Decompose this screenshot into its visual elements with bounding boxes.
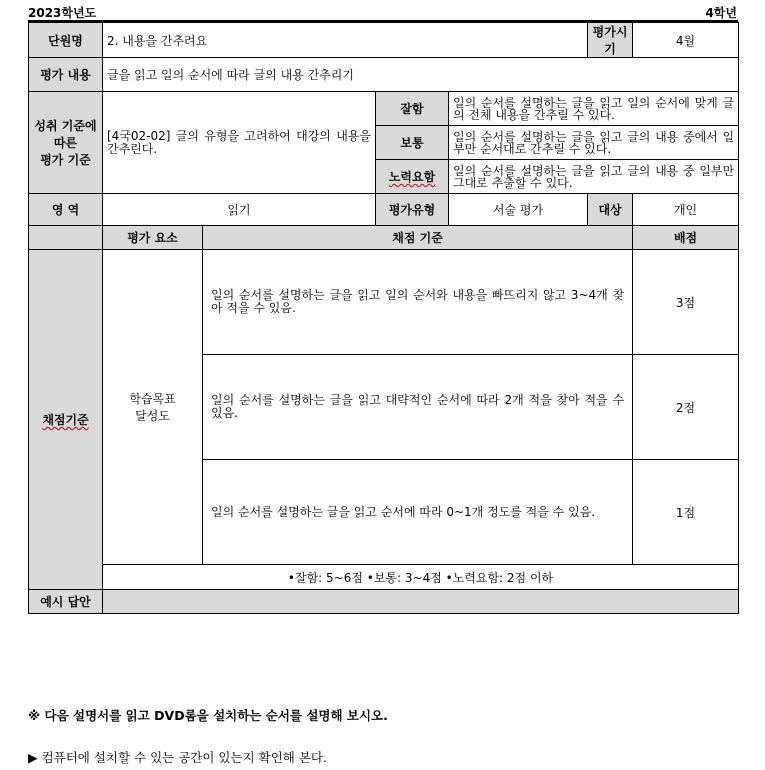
criteria-row-2: 일의 순서를 설명하는 글을 읽고 대략적인 순서에 따라 2개 적을 찾아 적을 수 있음. <box>203 355 633 460</box>
level-effort <box>376 160 449 194</box>
standard-label-line1: 성취 기준에 <box>34 119 97 133</box>
unit-value: 2. 내용을 간추려요 <box>103 23 588 58</box>
step-1-text: ▶ 컴퓨터에 설치할 수 있는 공간이 있는지 확인해 본다. <box>28 750 327 765</box>
type-label: 평가유형 <box>376 194 449 226</box>
element-header: 평가 요소 <box>103 226 203 250</box>
evaluation-table <box>28 22 739 614</box>
target-label: 대상 <box>588 194 633 226</box>
example-label: 예시 답안 <box>29 590 103 614</box>
target-value: 개인 <box>633 194 739 226</box>
content-label: 평가 내용 <box>29 58 103 92</box>
type-value: 서술 평가 <box>449 194 588 226</box>
unit-label: 단원명 <box>29 23 103 58</box>
area-label: 영 역 <box>29 194 103 226</box>
scoring-label-text: 채점기준 <box>42 413 89 427</box>
scoring-summary: •잘함: 5~6점 •보통: 3~4점 •노력요함: 2점 이하 <box>103 565 739 590</box>
level-normal-desc: 일의 순서를 설명하는 글을 읽고 글의 내용 중에서 일부만 순서대로 간추릴 수 있다. <box>449 126 739 160</box>
school-year: 2023학년도 <box>28 6 97 20</box>
points-row-2: 2점 <box>633 355 739 460</box>
standard-text: [4국02-02] 글의 유형을 고려하여 대강의 내용을 간추린다. <box>103 92 376 194</box>
scoring-label <box>29 250 103 590</box>
level-effort-desc: 일의 순서를 설명하는 글을 읽고 글의 내용 중 일부만 그대로 추출할 수 있다. <box>449 160 739 194</box>
area-value: 읽기 <box>103 194 376 226</box>
grade-label: 4학년 <box>705 6 737 20</box>
question-text: ※ 다음 설명서를 읽고 DVD롬을 설치하는 순서를 설명해 보시오. <box>28 708 388 723</box>
level-excellent: 잘함 <box>376 92 449 126</box>
level-normal: 보통 <box>376 126 449 160</box>
level-excellent-desc: 일의 순서를 설명하는 글을 읽고 일의 순서에 맞게 글의 전체 내용을 간추릴 수 있다. <box>449 92 739 126</box>
example-bar <box>103 590 739 614</box>
criteria-row-3: 일의 순서를 설명하는 글을 읽고 순서에 따라 0~1개 정도를 적을 수 있음. <box>203 460 633 565</box>
content-value: 글을 읽고 일의 순서에 따라 글의 내용 간추리기 <box>103 58 739 92</box>
period-label: 평가시기 <box>588 23 633 58</box>
period-value: 4월 <box>633 23 739 58</box>
points-row-3: 1점 <box>633 460 739 565</box>
standard-label-line3: 평가 기준 <box>40 153 91 167</box>
standard-label <box>29 92 103 194</box>
criteria-header: 채점 기준 <box>203 226 633 250</box>
element-line2: 달성도 <box>135 409 170 423</box>
level-effort-text: 노력요함 <box>388 170 436 184</box>
points-row-1: 3점 <box>633 250 739 355</box>
scoring-header-blank <box>29 226 103 250</box>
standard-label-line2: 따른 <box>53 136 78 150</box>
element-line1: 학습목표 <box>129 392 176 406</box>
criteria-row-1: 일의 순서를 설명하는 글을 읽고 일의 순서와 내용을 빠뜨리지 않고 3~4개 찾아 적을 수 있음. <box>203 250 633 355</box>
points-header: 배점 <box>633 226 739 250</box>
element-cell <box>103 250 203 565</box>
